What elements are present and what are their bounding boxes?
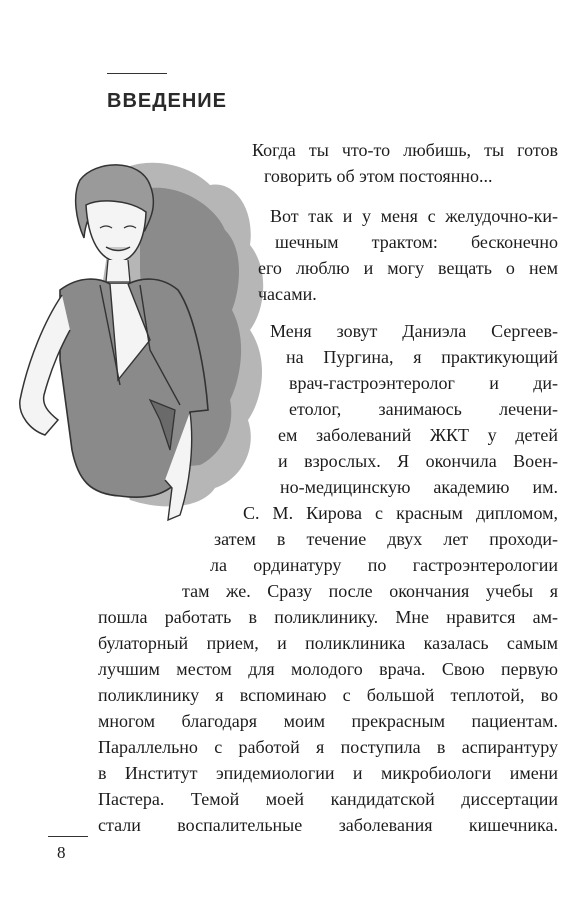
paragraph-line: пошла работать в поликлинику. Мне нравится ам-	[98, 607, 558, 627]
paragraph-line: там же. Сразу после окончания учебы я	[182, 581, 558, 601]
paragraph-line: Пастера. Темой моей кандидатской диссертации	[98, 789, 558, 809]
paragraph-line: поликлинику я вспоминаю с большой теплотой, во	[98, 685, 558, 705]
paragraph-line: Когда ты что-то любишь, ты готов	[252, 140, 558, 160]
footer-rule	[48, 836, 88, 837]
paragraph-line: стали воспалительные заболевания кишечника.	[98, 815, 558, 835]
paragraph-line: но-медицинскую академию им.	[280, 477, 558, 497]
paragraph-line: врач-гастроэнтеролог и ди-	[289, 373, 558, 393]
paragraph-line: етолог, занимаюсь лечени-	[289, 399, 558, 419]
paragraph-line: булаторный прием, и поликлиника казалась самым	[98, 633, 558, 653]
paragraph-line: шечным трактом: бесконечно	[275, 232, 558, 252]
paragraph-line: лучшим местом для молодого врача. Свою первую	[98, 659, 558, 679]
paragraph-line: ем заболеваний ЖКТ у детей	[278, 425, 558, 445]
paragraph-line: Параллельно с работой я поступила в аспирантуру	[98, 737, 558, 757]
chapter-heading: ВВЕДЕНИЕ	[107, 90, 227, 112]
paragraph-line: его люблю и могу вещать о нем	[258, 258, 558, 278]
paragraph-line: ла ординатуру по гастроэнтерологии	[210, 555, 558, 575]
paragraph-line: многом благодаря моим прекрасным пациентам.	[98, 711, 558, 731]
paragraph-line: часами.	[258, 284, 317, 304]
page-number: 8	[57, 843, 66, 862]
paragraph-line: на Пургина, я практикующий	[286, 347, 558, 367]
paragraph-line: Вот так и у меня с желудочно-ки-	[270, 206, 558, 226]
paragraph-line: и взрослых. Я окончила Воен-	[278, 451, 558, 471]
paragraph-line: Меня зовут Даниэла Сергеев-	[270, 321, 558, 341]
paragraph-line: в Институт эпидемиологии и микробиологи имени	[98, 763, 558, 783]
paragraph-line: говорить об этом постоянно...	[264, 166, 493, 186]
paragraph-line: затем в течение двух лет проходи-	[214, 529, 558, 549]
paragraph-line: С. М. Кирова с красным дипломом,	[243, 503, 558, 523]
top-rule	[107, 73, 167, 74]
